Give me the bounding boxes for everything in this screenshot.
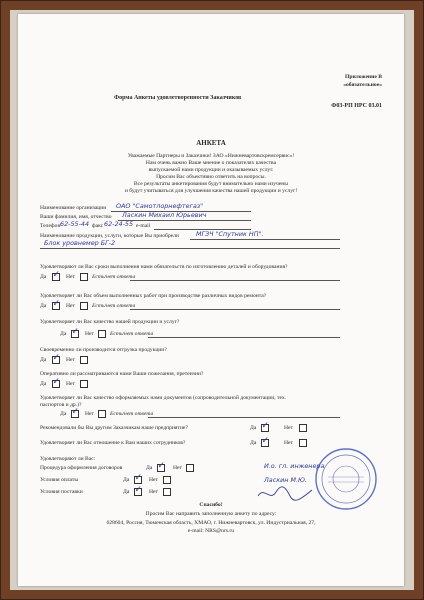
- check-mark-icon: ✓: [261, 435, 270, 446]
- q6-no-checkbox[interactable]: [98, 410, 106, 418]
- yes-label: Да: [40, 357, 47, 363]
- document-title: АНКЕТА: [196, 139, 226, 147]
- no-label: Нет: [66, 274, 75, 280]
- hard-label: Есть/нет ответа: [92, 274, 136, 280]
- product-underline-2: [40, 248, 340, 249]
- q8-yes-checkbox[interactable]: [261, 435, 270, 447]
- check-mark-icon: ✓: [52, 352, 61, 363]
- delivery-yes-checkbox[interactable]: [134, 484, 143, 496]
- no-label: Нет: [66, 303, 75, 309]
- q1-yes-checkbox[interactable]: [52, 269, 61, 281]
- no-label: Нет: [66, 381, 75, 387]
- signature-icon: [256, 484, 316, 504]
- fax-label: факс: [92, 223, 104, 229]
- intro-line: Нам очень важно Ваше мнение о показателях качества: [145, 160, 277, 166]
- name-label: Ваши фамилия, имя, отчество: [40, 214, 112, 220]
- procedure-label: Процедура оформления договоров: [40, 465, 123, 471]
- comment-line: [130, 309, 340, 310]
- question-5: Оперативно ли рассматриваются нами Ваши пожелания, претензии?: [40, 371, 204, 377]
- question-6: Удовлетворяет ли Вас качество оформляемых нами документов (сопроводительной документации, тех.: [40, 395, 287, 401]
- address-text: 628604, Россия, Тюменская область, ХМАО, г. Нижневартовск, ул. Индустриальная, 27,: [106, 520, 316, 526]
- check-mark-icon: ✓: [52, 376, 61, 387]
- product-underline: [190, 239, 340, 240]
- mandatory-label: «обязательное»: [343, 82, 382, 88]
- delivery-no-checkbox[interactable]: [163, 488, 171, 496]
- question-8: Удовлетворяет ли Вас отношение к Вам наших сотрудников?: [40, 440, 186, 446]
- form-title: Форма Анкеты удовлетворенности Заказчиков: [114, 95, 242, 101]
- procedure-no-checkbox[interactable]: [186, 464, 194, 472]
- comment-line: [148, 337, 340, 338]
- check-mark-icon: ✓: [134, 484, 143, 495]
- q6-yes-checkbox[interactable]: [71, 406, 80, 418]
- no-label: Нет: [85, 411, 94, 417]
- email-label: e-mail: [136, 223, 151, 229]
- yes-label: Да: [40, 303, 47, 309]
- comment-line: [148, 417, 340, 418]
- q7-no-checkbox[interactable]: [299, 424, 307, 432]
- yes-label: Да: [40, 274, 47, 280]
- intro-line: Просим Вас объективно ответить на вопросы.: [156, 174, 266, 180]
- yes-label: Да: [123, 477, 130, 483]
- signer-position: И.о. гл. инженера: [264, 462, 325, 470]
- intro-line: и будут учитываться для улучшения качества нашей продукции и услуг!: [124, 188, 298, 194]
- org-value[interactable]: ОАО "Самотлорнефтегаз": [116, 202, 204, 210]
- fax-value[interactable]: 62-24-55: [104, 220, 134, 228]
- hard-label: Есть/нет ответа: [92, 303, 136, 309]
- q8-no-checkbox[interactable]: [299, 439, 307, 447]
- thanks-text: Спасибо!: [199, 502, 223, 508]
- payment-yes-checkbox[interactable]: [134, 472, 143, 484]
- intro-line: выпускаемой нами продукции и оказываемых услуг.: [148, 167, 274, 173]
- q3-yes-checkbox[interactable]: [71, 326, 80, 338]
- no-label: Нет: [85, 331, 94, 337]
- check-mark-icon: ✓: [71, 326, 80, 337]
- name-value[interactable]: Ласкин Михаил Юрьевич: [122, 211, 207, 219]
- no-label: Нет: [284, 425, 293, 431]
- no-label: Нет: [284, 440, 293, 446]
- phone-label: Телефон: [40, 223, 61, 229]
- no-label: Нет: [173, 465, 182, 471]
- intro-line: Все результаты анкетирования будут внимательно нами изучены: [133, 181, 289, 187]
- question-1: Удовлетворяют ли Вас сроки выполнения нами обязательств по изготовлению деталей и оборудования?: [40, 264, 288, 270]
- check-mark-icon: ✓: [157, 460, 166, 471]
- yes-label: Да: [40, 381, 47, 387]
- question-7: Рекомендовали бы Вы другим Заказчикам наше предприятие?: [40, 425, 188, 431]
- check-mark-icon: ✓: [134, 472, 143, 483]
- q1-no-checkbox[interactable]: [80, 273, 88, 281]
- check-mark-icon: ✓: [52, 269, 61, 280]
- no-label: Нет: [149, 477, 158, 483]
- q4-no-checkbox[interactable]: [80, 356, 88, 364]
- signer-name: Ласкин М.Ю.: [264, 476, 307, 484]
- phone-value[interactable]: 62-55-44: [60, 220, 90, 228]
- hard-label: Есть/нет ответа: [110, 411, 154, 417]
- org-label: Наименование организации: [40, 205, 107, 211]
- q7-yes-checkbox[interactable]: [261, 420, 270, 432]
- last-block-title: Удовлетворяют ли Вас:: [40, 456, 96, 462]
- check-mark-icon: ✓: [52, 298, 61, 309]
- payment-label: Условия оплаты: [40, 477, 79, 483]
- yes-label: Да: [250, 425, 257, 431]
- procedure-yes-checkbox[interactable]: [157, 460, 166, 472]
- yes-label: Да: [250, 440, 257, 446]
- q2-yes-checkbox[interactable]: [52, 298, 61, 310]
- question-2: Удовлетворяет ли Вас объем выполненных работ при производстве различных видов ремонта?: [40, 293, 267, 299]
- q5-no-checkbox[interactable]: [80, 380, 88, 388]
- question-6-cont: паспортов и др.)?: [40, 402, 82, 408]
- yes-label: Да: [60, 411, 67, 417]
- product-value-2[interactable]: Блок уровнемер БГ-2: [44, 239, 116, 247]
- q4-yes-checkbox[interactable]: [52, 352, 61, 364]
- check-mark-icon: ✓: [261, 420, 270, 431]
- product-value[interactable]: МГЗЧ "Спутник НП".: [196, 230, 264, 238]
- payment-no-checkbox[interactable]: [163, 476, 171, 484]
- question-3: Удовлетворяет ли Вас качество нашей продукции и услуг?: [40, 319, 180, 325]
- intro-line: Уважаемые Партнеры и Заказчики! ЗАО «Нижневартовскремсервис»!: [127, 153, 295, 159]
- name-underline: [118, 220, 251, 221]
- request-text: Просим Вас направить заполненную анкету по адресу:: [145, 511, 277, 517]
- check-mark-icon: ✓: [71, 406, 80, 417]
- q2-no-checkbox[interactable]: [80, 302, 88, 310]
- question-4: Своевременно ли производится отгрузка продукции?: [40, 347, 167, 353]
- no-label: Нет: [149, 489, 158, 495]
- yes-label: Да: [60, 331, 67, 337]
- no-label: Нет: [66, 357, 75, 363]
- appendix-label: Приложение В: [344, 74, 382, 80]
- product-label: Наименование продукции, услуги, которые Вы приобрели: [40, 233, 179, 239]
- email-text: e-mail: NRS@nrs.ru: [187, 528, 235, 534]
- delivery-label: Условия поставки: [40, 489, 83, 495]
- q3-no-checkbox[interactable]: [98, 330, 106, 338]
- q5-yes-checkbox[interactable]: [52, 376, 61, 388]
- survey-document: [18, 14, 404, 586]
- hard-label: Есть/нет ответа: [110, 331, 154, 337]
- yes-label: Да: [123, 489, 130, 495]
- form-code: Ф03-РП НРС 03.01: [331, 103, 382, 109]
- comment-line: [130, 280, 340, 281]
- yes-label: Да: [146, 465, 153, 471]
